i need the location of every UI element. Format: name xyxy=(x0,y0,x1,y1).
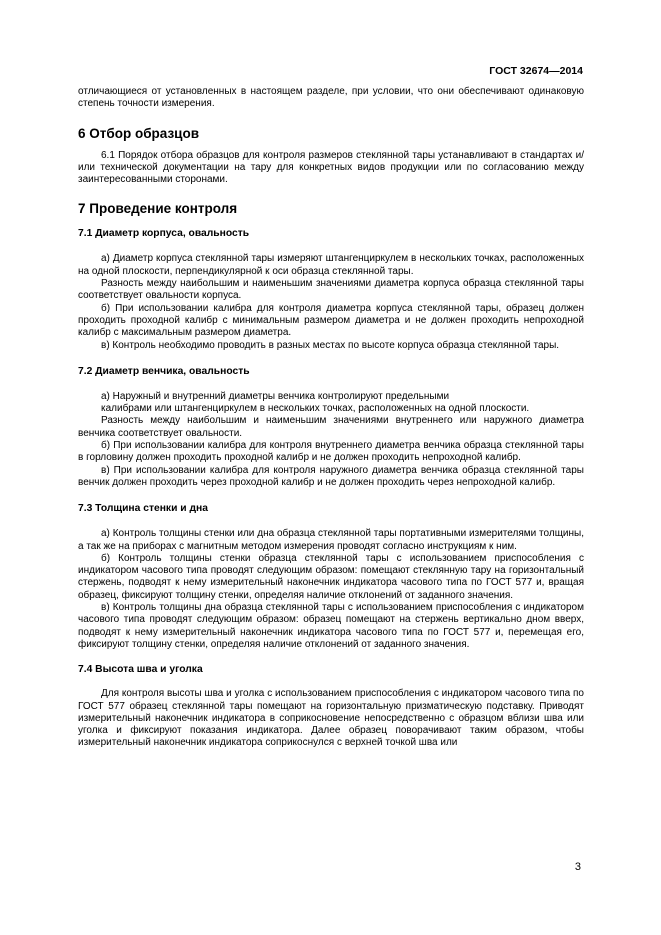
intro-paragraph: отличающиеся от установленных в настоящем разделе, при условии, что они обеспечивают одинаковую степень точности измерения. xyxy=(78,86,584,110)
section-7-heading: 7 Проведение контроля xyxy=(78,201,238,217)
section-7-2-para-a-cont: калибрами или штангенциркулем в нескольких точках, расположенных на одной плоскости. xyxy=(101,403,530,415)
section-7-1-para-a2: Разность между наибольшим и наименьшим значениями диаметра корпуса образца стеклянной тары соответствует овальности корпуса. xyxy=(78,278,584,302)
section-7-2-para-c: в) При использовании калибра для контроля наружного диаметра венчика образца стеклянной тары венчик должен проходить через проходной калибр и не должен проходить через непроходной калибр. xyxy=(78,464,584,488)
section-7-4-heading: 7.4 Высота шва и уголка xyxy=(78,664,203,676)
section-7-3-para-a: а) Контроль толщины стенки или дна образца стеклянной тары портативными измерителями толщины, а так же на приборах с магнитным методом измерения проводят согласно инструкциям к ним. xyxy=(78,528,584,552)
section-7-2-para-b: б) При использовании калибра для контроля внутреннего диаметра венчика образца стеклянной тары в горловину должен проходить проходной калибр и не должен проходить непроходной калибр. xyxy=(78,440,584,464)
section-7-3-heading: 7.3 Толщина стенки и дна xyxy=(78,503,208,515)
section-7-2-heading: 7.2 Диаметр венчика, овальность xyxy=(78,365,250,377)
section-7-3-para-c: в) Контроль толщины дна образца стеклянной тары с использованием приспособления с индикатором часового типа проводят следующим образом: образец помещают на стержень вертикально дном вверх, подводят к нему измерительный наконечник индикатора часового типа по ГОСТ 577 и, перемещая его, фиксируют толщину стенки, определяя наличие отклонений от заданного значения. xyxy=(78,602,584,650)
section-7-1-heading: 7.1 Диаметр корпуса, овальность xyxy=(78,228,250,240)
section-7-3-para-b: б) Контроль толщины стенки образца стеклянной тары с использованием приспособления с индикатором часового типа проводят следующим образом: помещают стеклянную тару на горизонтальный стержень, подводят к нему измерительный наконечник индикатора часового типа по ГОСТ 577 и, вращая образец, фиксируют толщину стенки, определяя наличие отклонений от заданного значения. xyxy=(78,552,584,601)
section-6-heading: 6 Отбор образцов xyxy=(78,125,200,141)
section-7-1-para-b: б) При использовании калибра для контроля диаметра корпуса стеклянной тары, образец должен проходить проходной калибр с минимальным размером диаметра и не должен проходить непроходной калибр с максимальным размером диаметра. xyxy=(78,302,584,339)
section-7-2-para-a2: Разность между наибольшим и наименьшим значениями внутреннего или наружного диаметра венчика соответствует овальности. xyxy=(78,415,584,439)
section-7-4-paragraph: Для контроля высоты шва и уголка с использованием приспособления с индикатором часового типа по ГОСТ 577 образец стеклянной тары помещают на горизонтальную призматическую подставку. Приводят измерительный наконечник индикатора в соприкосновение непосредственно с образцом вблизи шва или уголка и фиксируют показания индикатора. Далее образец поворачивают таким образом, чтобы измерительный наконечник индикатора соприкоснулся с верхней точкой шва или xyxy=(78,688,584,749)
document-header: ГОСТ 32674—2014 xyxy=(489,65,583,77)
section-7-2-para-a: а) Наружный и внутренний диаметры венчика контролируют предельными xyxy=(101,390,450,402)
page-number: 3 xyxy=(574,861,581,873)
section-7-1-para-c: в) Контроль необходимо проводить в разных местах по высоте корпуса образца стеклянной тары. xyxy=(101,339,560,351)
document-body xyxy=(78,86,584,750)
section-6-1-paragraph: 6.1 Порядок отбора образцов для контроля размеров стеклянной тары устанавливают в стандартах и/или технической документации на тару для конкретных видов продукции или по согласованию между заинтересованными сторонами. xyxy=(78,149,584,186)
section-7-1-para-a: а) Диаметр корпуса стеклянной тары измеряют штангенциркулем в нескольких точках, расположенных на одной плоскости, перпендикулярной к оси образца стеклянной тары. xyxy=(78,253,584,277)
